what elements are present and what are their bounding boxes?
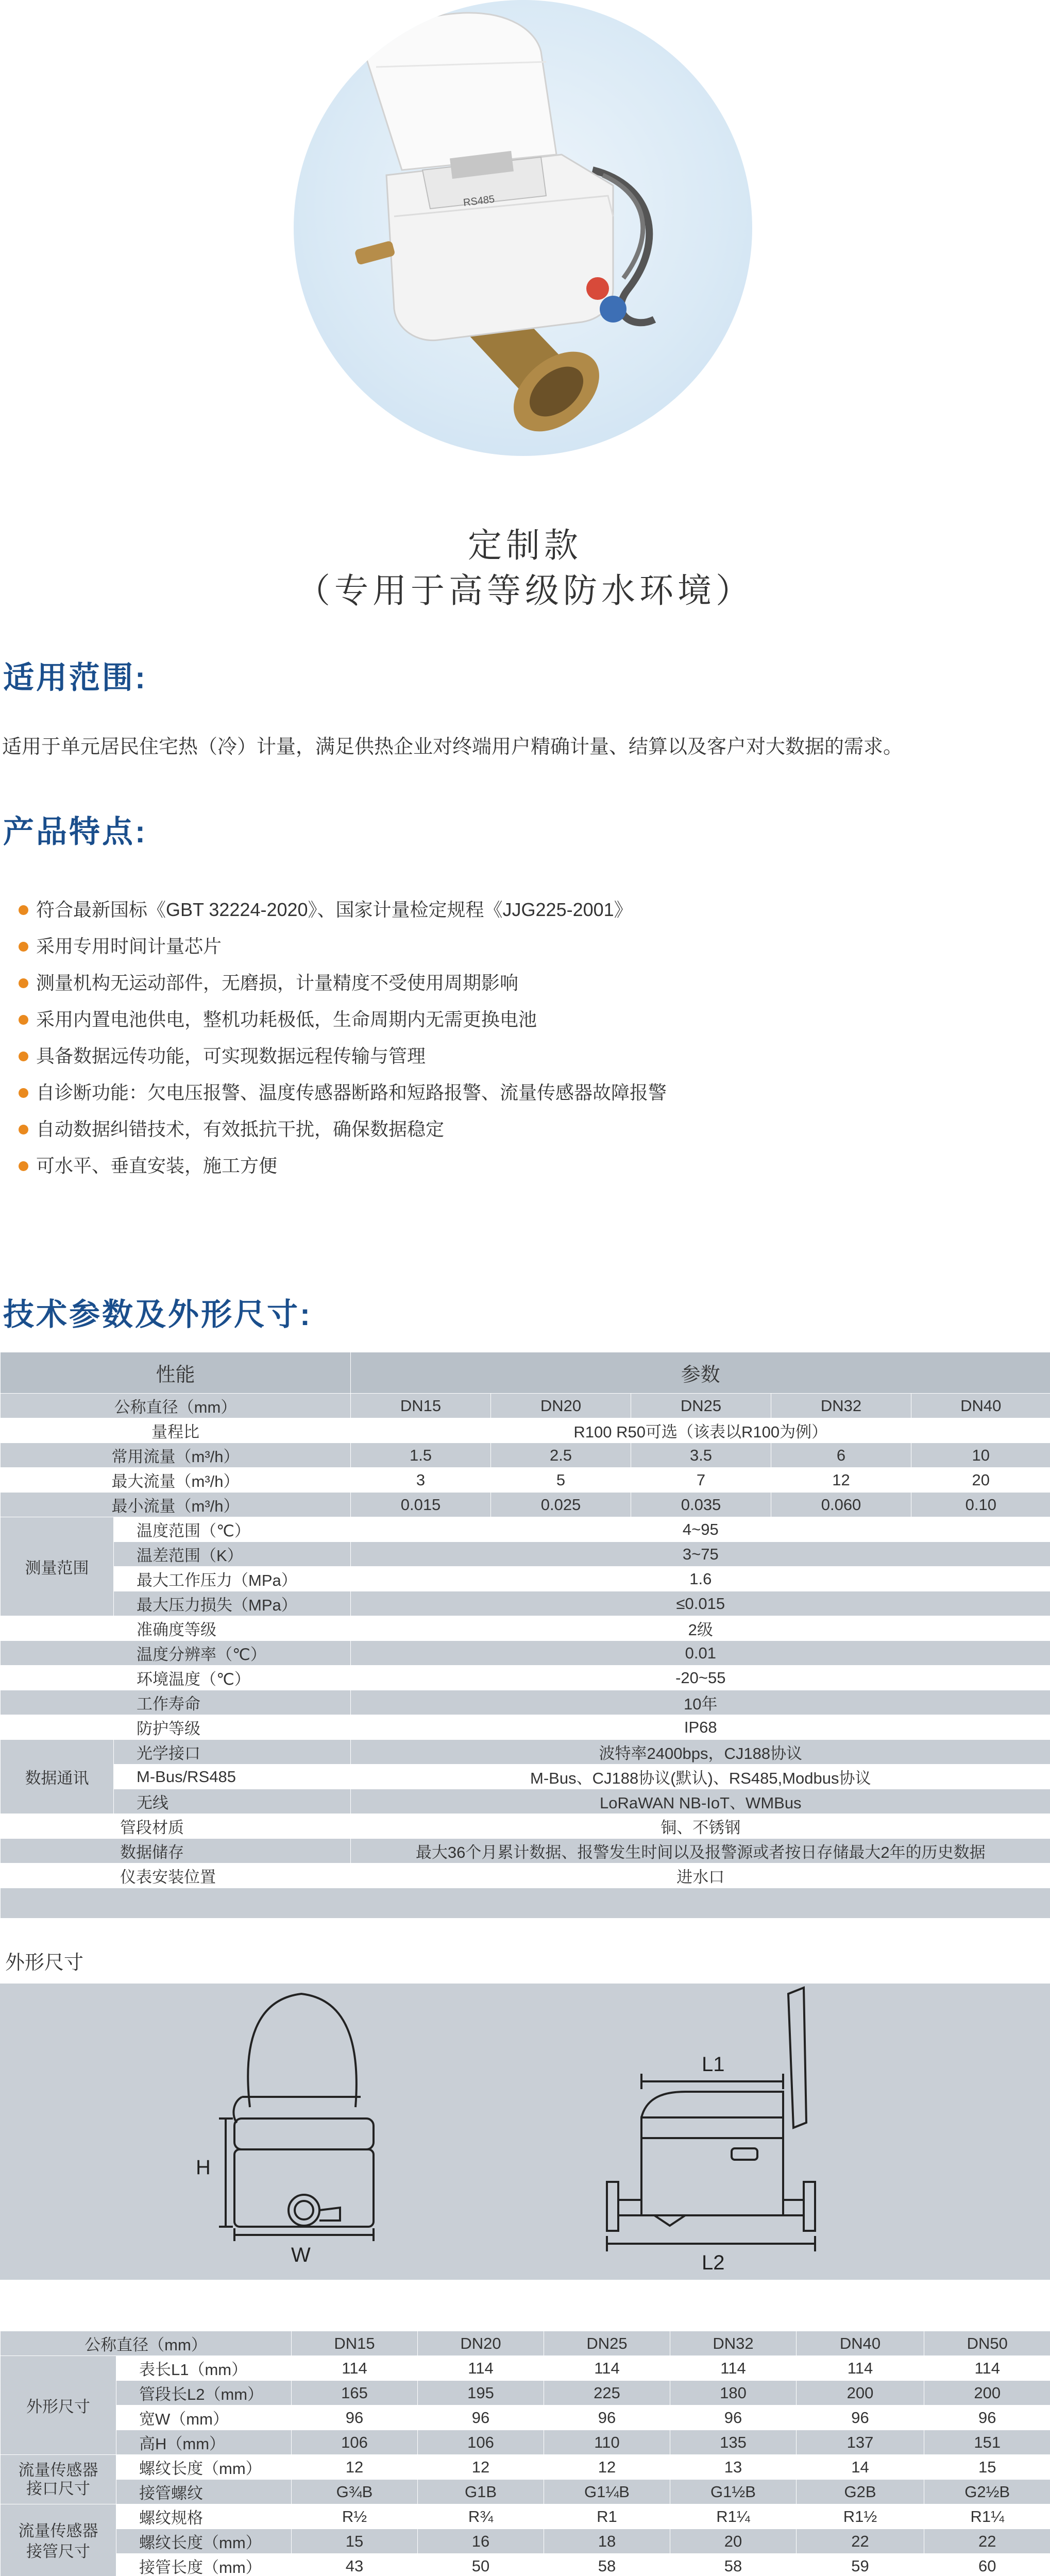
table-row: 温差范围（K） 3~75 <box>1 1542 1050 1567</box>
group-label-measure: 测量范围 <box>1 1517 114 1616</box>
table-row: 高H（mm） 106 106 110 135 137 151 <box>1 2430 1050 2455</box>
table-row: 防护等级 IP68 <box>1 1715 1050 1740</box>
table-row: 外形尺寸 表长L1（mm） 114 114 114 114 114 114 <box>1 2356 1050 2381</box>
table-row: 数据通讯 光学接口 波特率2400bps，CJ188协议 <box>1 1740 1050 1765</box>
bullet-icon <box>19 978 28 988</box>
water-meter-illustration <box>294 0 752 456</box>
scope-text: 适用于单元居民住宅热（冷）计量，满足供热企业对终端用户精确计量、结算以及客户对大数据的需求。 <box>2 736 903 758</box>
table-row: 接管长度（mm） 43 50 58 58 59 60 <box>1 2554 1050 2576</box>
table-row: 最大压力损失（MPa） ≤0.015 <box>1 1591 1050 1616</box>
dim-h-label: H <box>196 2156 211 2179</box>
product-title-line2: （专用于高等级防水环境） <box>296 571 754 609</box>
group-label-interface: 流量传感器 接口尺寸 <box>1 2455 116 2504</box>
feature-item: 采用内置电池供电，整机功耗极低，生命周期内无需更换电池 <box>0 1001 667 1038</box>
table-row: 公称直径（mm） DN15 DN20 DN25 DN32 DN40 DN50 <box>1 2331 1050 2356</box>
product-title-line1: 定制款 <box>468 526 582 564</box>
dimension-drawings <box>0 1984 1050 2280</box>
feature-item: 符合最新国标《GBT 32224-2020》、国家计量检定规程《JJG225-2001》 <box>0 891 667 928</box>
bullet-icon <box>19 1161 28 1171</box>
table-header-row <box>1 1352 1050 1394</box>
feature-item: 可水平、垂直安装，施工方便 <box>0 1147 667 1184</box>
bullet-icon <box>19 905 28 915</box>
bullet-icon <box>19 1125 28 1134</box>
bullet-icon <box>19 1088 28 1098</box>
table-row: 管段材质 铜、不锈钢 <box>1 1814 1050 1839</box>
dim-l1-label: L1 <box>702 2053 725 2076</box>
product-photo <box>294 0 752 456</box>
table-spacer-row <box>1 1888 1050 1919</box>
table-row: M-Bus/RS485 M-Bus、CJ188协议(默认)、RS485,Modbus协议 <box>1 1765 1050 1789</box>
group-label-outline: 外形尺寸 <box>1 2356 116 2455</box>
table-row: 工作寿命 10年 <box>1 1690 1050 1715</box>
table-row: 常用流量（m³/h） 1.5 2.5 3.5 6 10 <box>1 1443 1050 1468</box>
table-row: 流量传感器 接管尺寸 螺纹规格 R½ R¾ R1 R1¼ R1½ R1¼ <box>1 2504 1050 2529</box>
table-row: 最大流量（m³/h） 3 5 7 12 20 <box>1 1468 1050 1493</box>
table-row: 公称直径（mm） DN15 DN20 DN25 DN32 DN40 <box>1 1394 1050 1418</box>
bullet-icon <box>19 942 28 952</box>
feature-item: 具备数据远传功能，可实现数据远程传输与管理 <box>0 1038 667 1074</box>
dim-l2-label: L2 <box>702 2251 725 2274</box>
table-row: 温度分辨率（℃） 0.01 <box>1 1641 1050 1666</box>
table-row: 最小流量（m³/h） 0.015 0.025 0.035 0.060 0.10 <box>1 1493 1050 1517</box>
group-label-pipe: 流量传感器 接管尺寸 <box>1 2504 116 2576</box>
features-heading: 产品特点: <box>3 815 147 849</box>
feature-item: 测量机构无运动部件，无磨损，计量精度不受使用周期影响 <box>0 964 667 1001</box>
table-row: 流量传感器 接口尺寸 螺纹长度（mm） 12 12 12 13 14 15 <box>1 2455 1050 2480</box>
spec-heading: 技术参数及外形尺寸: <box>3 1297 312 1332</box>
table-row: 测量范围 温度范围（℃） 4~95 <box>1 1517 1050 1542</box>
table-row: 仪表安装位置 进水口 <box>1 1863 1050 1888</box>
table-row: 无线 LoRaWAN NB-IoT、WMBus <box>1 1789 1050 1814</box>
table-row: 接管螺纹 G¾B G1B G1¼B G1½B G2B G2½B <box>1 2480 1050 2504</box>
table-row: 数据储存 最大36个月累计数据、报警发生时间以及报警源或者按日存储最大2年的历史数据 <box>1 1839 1050 1863</box>
table-row: 最大工作压力（MPa） 1.6 <box>1 1567 1050 1591</box>
table-row: 量程比 R100 R50可选（该表以R100为例） <box>1 1418 1050 1443</box>
scope-heading: 适用范围: <box>3 660 147 695</box>
dimensions-label: 外形尺寸 <box>5 1952 84 1974</box>
device-model-label: RS485 <box>462 193 496 209</box>
spec-table <box>0 1352 1050 1919</box>
group-label-comm: 数据通讯 <box>1 1740 114 1814</box>
table-row: 螺纹长度（mm） 15 16 18 20 22 22 <box>1 2529 1050 2554</box>
table-row: 管段长L2（mm） 165 195 225 180 200 200 <box>1 2381 1050 2405</box>
feature-item: 自诊断功能：欠电压报警、温度传感器断路和短路报警、流量传感器故障报警 <box>0 1074 667 1111</box>
table-row: 宽W（mm） 96 96 96 96 96 96 <box>1 2405 1050 2430</box>
feature-item: 采用专用时间计量芯片 <box>0 928 667 964</box>
col-header-perf: 性能 <box>1 1352 351 1394</box>
dimension-table <box>0 2331 1050 2576</box>
dimension-drawing-panel <box>0 1984 1050 2280</box>
bullet-icon <box>19 1052 28 1061</box>
feature-list <box>0 891 667 1184</box>
dim-w-label: W <box>291 2244 311 2266</box>
col-header-param: 参数 <box>351 1352 1050 1394</box>
bullet-icon <box>19 1015 28 1025</box>
feature-item: 自动数据纠错技术，有效抵抗干扰，确保数据稳定 <box>0 1111 667 1147</box>
table-row: 准确度等级 2级 <box>1 1616 1050 1641</box>
table-row: 环境温度（℃） -20~55 <box>1 1666 1050 1690</box>
